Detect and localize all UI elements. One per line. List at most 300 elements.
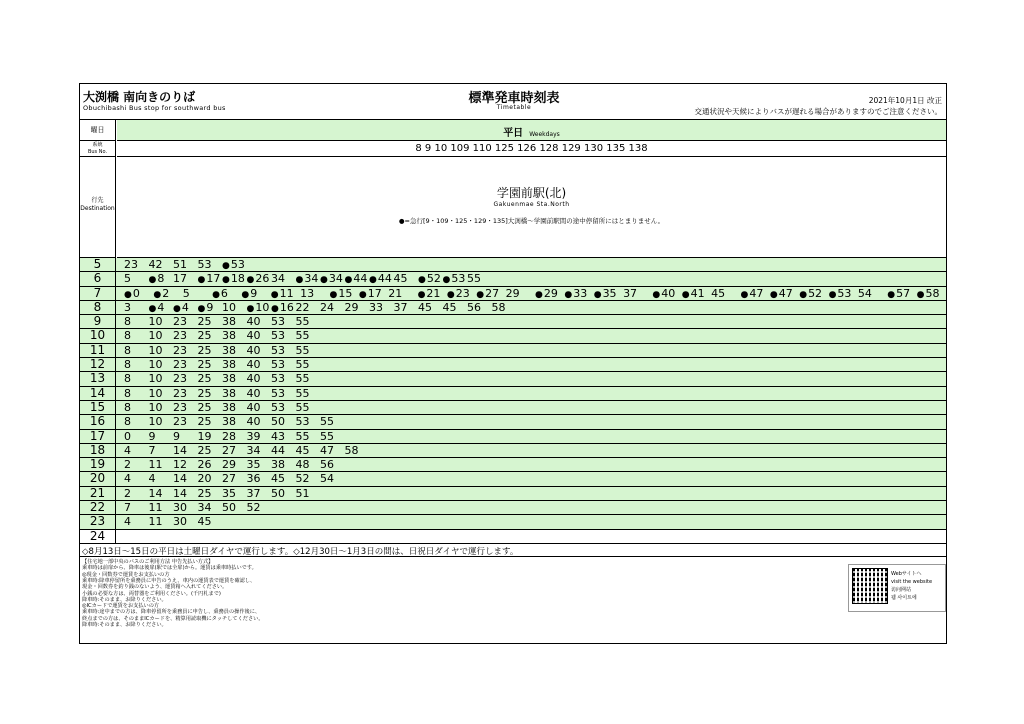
minute-value: 51 bbox=[295, 486, 310, 500]
route-label-ja: 系統 bbox=[92, 142, 103, 148]
express-dot-icon: ● bbox=[197, 275, 206, 286]
minute-value: 17 bbox=[206, 272, 221, 286]
departure-minute bbox=[247, 501, 261, 514]
minute-value: 23 bbox=[124, 258, 138, 271]
table-row bbox=[80, 515, 946, 529]
minute-value: 10 bbox=[148, 415, 163, 429]
minute-value: 35 bbox=[222, 486, 236, 500]
minute-value: 12 bbox=[173, 458, 187, 472]
departure-minute bbox=[271, 344, 285, 357]
departure-minute bbox=[247, 344, 261, 357]
departure-minute bbox=[198, 472, 212, 485]
express-departure bbox=[241, 287, 257, 302]
minute-value: 25 bbox=[197, 415, 212, 429]
web-link[interactable]: 웹 사이트에 bbox=[891, 595, 917, 601]
express-departure bbox=[369, 272, 392, 287]
hour-label: 22 bbox=[80, 501, 116, 514]
departure-minute bbox=[418, 301, 432, 314]
minute-value: 45 bbox=[197, 515, 212, 529]
express-dot-icon: ● bbox=[270, 289, 279, 300]
minute-value: 40 bbox=[246, 372, 261, 386]
minute-value: 36 bbox=[246, 472, 261, 486]
minute-value: 45 bbox=[393, 272, 408, 286]
departure-minute bbox=[149, 401, 163, 414]
departure-minute bbox=[271, 372, 285, 385]
minute-value: 39 bbox=[246, 429, 261, 443]
express-departure bbox=[887, 287, 910, 302]
table-row bbox=[80, 472, 946, 486]
departure-minute bbox=[198, 358, 212, 371]
departure-minute bbox=[296, 329, 310, 342]
departure-minute bbox=[296, 487, 310, 500]
minute-value: 27 bbox=[485, 286, 500, 300]
minute-value: 8 bbox=[124, 343, 131, 357]
departure-minute bbox=[623, 287, 637, 300]
minute-value: 10 bbox=[148, 315, 163, 329]
minute-value: 10 bbox=[222, 300, 236, 314]
minute-value: 4 bbox=[124, 443, 131, 457]
express-dot-icon: ● bbox=[222, 275, 230, 286]
minute-value: 44 bbox=[377, 272, 392, 286]
minute-value: 54 bbox=[857, 286, 872, 300]
minute-value: 9 bbox=[206, 300, 214, 314]
minute-value: 55 bbox=[320, 415, 334, 429]
express-departure bbox=[124, 287, 140, 302]
fare-note-line: 終点までの方は、そのままICカードを、精算用読取機にタッチしてください。 bbox=[82, 615, 264, 622]
minute-value: 23 bbox=[173, 415, 187, 429]
minute-value: 3 bbox=[124, 300, 131, 314]
minute-value: 54 bbox=[320, 472, 334, 486]
departure-minute bbox=[149, 515, 163, 528]
minute-value: 53 bbox=[230, 258, 245, 271]
departure-minute bbox=[124, 487, 131, 500]
minute-value: 9 bbox=[173, 429, 180, 443]
hour-label: 20 bbox=[80, 472, 116, 485]
express-dot-icon: ● bbox=[828, 289, 837, 300]
departure-minute bbox=[149, 344, 163, 357]
minute-value: 45 bbox=[271, 472, 285, 486]
departure-minute bbox=[198, 415, 212, 428]
express-dot-icon: ● bbox=[799, 289, 808, 300]
minute-value: 11 bbox=[279, 286, 294, 300]
minute-value: 14 bbox=[173, 472, 187, 486]
departure-minute bbox=[296, 430, 310, 443]
minute-value: 29 bbox=[344, 300, 359, 314]
departure-minute bbox=[271, 401, 285, 414]
departure-minute bbox=[320, 472, 334, 485]
express-dot-icon: ● bbox=[148, 275, 157, 286]
hour-label: 12 bbox=[80, 358, 116, 371]
departure-minute bbox=[124, 515, 131, 528]
departure-minute bbox=[369, 301, 383, 314]
minute-value: 58 bbox=[925, 286, 940, 300]
express-departure bbox=[247, 301, 270, 316]
departure-minute bbox=[173, 415, 187, 428]
minute-value: 40 bbox=[246, 329, 261, 343]
departure-minute bbox=[222, 329, 236, 342]
departure-minute bbox=[198, 487, 212, 500]
departure-minute bbox=[858, 287, 872, 300]
departure-minute bbox=[124, 315, 131, 328]
express-dot-icon: ● bbox=[535, 289, 543, 300]
express-departure bbox=[149, 272, 165, 287]
minute-value: 2 bbox=[162, 286, 170, 300]
departure-minute bbox=[296, 458, 310, 471]
minute-value: 23 bbox=[173, 372, 187, 386]
table-row bbox=[80, 315, 946, 329]
departure-minute bbox=[124, 372, 131, 385]
minute-value: 14 bbox=[148, 486, 163, 500]
minute-value: 45 bbox=[711, 286, 726, 300]
departure-minute bbox=[198, 344, 212, 357]
express-dot-icon: ● bbox=[740, 289, 749, 300]
departure-minute bbox=[222, 487, 236, 500]
delay-notice: 交通状況や天候によりバスが遅れる場合がありますのでご注意ください。 bbox=[694, 107, 942, 116]
hour-label: 17 bbox=[80, 430, 116, 443]
departure-minute bbox=[271, 430, 285, 443]
hour-label: 7 bbox=[80, 287, 116, 300]
departure-minute bbox=[198, 515, 212, 528]
minute-value: 52 bbox=[295, 472, 310, 486]
minute-value: 55 bbox=[295, 429, 310, 443]
minute-value: 47 bbox=[320, 443, 334, 457]
minute-value: 40 bbox=[246, 358, 261, 372]
minute-value: 25 bbox=[197, 329, 212, 343]
table-row bbox=[80, 301, 946, 315]
hour-label: 16 bbox=[80, 415, 116, 428]
destination-name-en: Gakuenmae Sta.North bbox=[493, 201, 570, 208]
departure-minute bbox=[149, 472, 156, 485]
express-dot-icon: ● bbox=[271, 303, 279, 314]
minute-value: 29 bbox=[222, 458, 236, 472]
departure-minute bbox=[271, 444, 285, 457]
express-dot-icon: ● bbox=[173, 303, 181, 314]
express-departure bbox=[741, 287, 764, 302]
table-row bbox=[80, 329, 946, 343]
minute-value: 5 bbox=[182, 286, 190, 300]
express-dot-icon: ● bbox=[246, 303, 255, 314]
express-departure bbox=[330, 287, 353, 302]
departure-minute bbox=[124, 258, 138, 271]
departure-minute bbox=[247, 387, 261, 400]
fare-note-line: ◎ICカードで運賃をお支払いの方 bbox=[82, 603, 160, 610]
hour-label: 5 bbox=[80, 258, 116, 271]
holiday-note: ◇8月13日～15日の平日は土曜日ダイヤで運行します。◇12月30日～1月3日の間は、日祝日ダイヤで運行します。 bbox=[82, 547, 519, 557]
minute-value: 53 bbox=[197, 258, 212, 271]
express-departure bbox=[271, 287, 294, 302]
minute-value: 37 bbox=[246, 486, 261, 500]
minute-value: 23 bbox=[173, 343, 187, 357]
minute-value: 8 bbox=[124, 372, 131, 386]
minute-value: 40 bbox=[246, 415, 261, 429]
minute-value: 25 bbox=[197, 358, 212, 372]
minute-value: 0 bbox=[124, 429, 131, 443]
minute-value: 26 bbox=[255, 272, 270, 286]
web-links bbox=[891, 570, 932, 602]
express-dot-icon: ● bbox=[681, 289, 690, 300]
minute-value: 7 bbox=[148, 443, 156, 457]
minute-value: 23 bbox=[173, 329, 187, 343]
minute-value: 55 bbox=[295, 386, 310, 400]
minute-value: 52 bbox=[246, 501, 261, 515]
minute-value: 37 bbox=[393, 300, 408, 314]
express-departure bbox=[564, 287, 587, 302]
departure-minute bbox=[149, 444, 156, 457]
departure-minute bbox=[124, 472, 131, 485]
express-departure bbox=[443, 272, 466, 287]
departure-minute bbox=[345, 301, 359, 314]
departure-minute bbox=[124, 415, 131, 428]
minute-value: 10 bbox=[148, 358, 163, 372]
departure-minute bbox=[506, 287, 520, 300]
day-type: 平日 bbox=[503, 128, 524, 139]
express-departure bbox=[198, 272, 221, 287]
minute-value: 45 bbox=[442, 300, 457, 314]
minute-value: 2 bbox=[124, 458, 131, 472]
destination-name: 学園前駅(北) bbox=[496, 186, 567, 200]
fare-note-line: 降車時:そのまま、お降りください。 bbox=[82, 622, 167, 628]
express-departure bbox=[418, 272, 441, 287]
table-row bbox=[80, 344, 946, 358]
express-dot-icon: ● bbox=[320, 275, 328, 286]
departure-minute bbox=[173, 515, 187, 528]
minute-value: 53 bbox=[271, 358, 285, 372]
departure-minute bbox=[198, 401, 212, 414]
minute-value: 35 bbox=[602, 286, 617, 300]
minute-value: 40 bbox=[246, 315, 261, 329]
departure-minute bbox=[124, 301, 131, 314]
web-link[interactable]: 访问网站 bbox=[891, 587, 912, 593]
express-dot-icon: ● bbox=[241, 289, 250, 300]
minute-value: 38 bbox=[222, 386, 236, 400]
express-departure bbox=[212, 287, 228, 302]
departure-minute bbox=[124, 344, 131, 357]
minute-value: 35 bbox=[246, 458, 261, 472]
departure-minute bbox=[198, 258, 212, 271]
minute-value: 58 bbox=[491, 300, 506, 314]
express-dot-icon: ● bbox=[358, 289, 367, 300]
departure-minute bbox=[198, 430, 212, 443]
hour-label: 21 bbox=[80, 487, 116, 500]
departure-minute bbox=[222, 472, 236, 485]
page-title: 標準発車時刻表 bbox=[468, 91, 560, 106]
minute-value: 55 bbox=[295, 372, 310, 386]
table-row bbox=[80, 430, 946, 444]
express-dot-icon: ● bbox=[329, 289, 338, 300]
minute-value: 10 bbox=[148, 329, 163, 343]
departure-minute bbox=[467, 301, 481, 314]
minute-value: 24 bbox=[320, 300, 334, 314]
minute-value: 11 bbox=[148, 515, 163, 529]
departure-minute bbox=[173, 487, 187, 500]
minute-value: 29 bbox=[543, 286, 558, 300]
departure-minute bbox=[124, 272, 131, 285]
minute-value: 40 bbox=[246, 343, 261, 357]
table-row bbox=[80, 358, 946, 372]
express-departure bbox=[320, 272, 343, 287]
departure-minute bbox=[173, 372, 187, 385]
departure-minute bbox=[247, 472, 261, 485]
minute-value: 23 bbox=[173, 315, 187, 329]
minute-value: 23 bbox=[455, 286, 470, 300]
express-departure bbox=[345, 272, 368, 287]
table-row bbox=[80, 501, 946, 515]
express-departure bbox=[770, 287, 793, 302]
minute-value: 38 bbox=[222, 358, 236, 372]
departure-minute bbox=[271, 487, 285, 500]
hour-label: 15 bbox=[80, 401, 116, 414]
minute-value: 53 bbox=[271, 343, 285, 357]
departure-minute bbox=[149, 415, 163, 428]
departure-minute bbox=[711, 287, 725, 300]
departure-minute bbox=[394, 301, 408, 314]
departure-minute bbox=[320, 301, 334, 314]
departure-minute bbox=[247, 372, 261, 385]
minute-value: 4 bbox=[157, 300, 165, 314]
departure-minute bbox=[124, 329, 131, 342]
minute-value: 25 bbox=[197, 486, 212, 500]
minute-value: 16 bbox=[279, 300, 294, 314]
express-departure bbox=[418, 287, 441, 302]
departure-minute bbox=[222, 501, 236, 514]
departure-minute bbox=[173, 272, 187, 285]
minute-value: 44 bbox=[353, 272, 368, 286]
departure-minute bbox=[149, 315, 163, 328]
minute-value: 38 bbox=[222, 415, 236, 429]
departure-minute bbox=[388, 287, 402, 300]
departure-minute bbox=[296, 315, 310, 328]
minute-value: 53 bbox=[295, 415, 310, 429]
revision-date: 2021年10月1日 改正 bbox=[868, 96, 942, 105]
minute-value: 8 bbox=[124, 358, 131, 372]
minute-value: 55 bbox=[295, 315, 310, 329]
minute-value: 40 bbox=[246, 400, 261, 414]
departure-minute bbox=[247, 315, 261, 328]
departure-minute bbox=[222, 387, 236, 400]
departure-minute bbox=[296, 301, 310, 314]
express-note: ●=急行[9・109・125・129・135]大渕橋～学園前駅間の途中停留所にはとまりません。 bbox=[398, 217, 665, 225]
express-dot-icon: ● bbox=[369, 275, 377, 286]
express-departure bbox=[222, 272, 245, 287]
table-row bbox=[80, 415, 946, 429]
express-departure bbox=[222, 258, 245, 273]
departure-minute bbox=[198, 372, 212, 385]
minute-value: 34 bbox=[197, 501, 212, 515]
minute-value: 26 bbox=[197, 458, 212, 472]
minute-value: 4 bbox=[181, 300, 189, 314]
hour-label: 9 bbox=[80, 315, 116, 328]
departure-minute bbox=[296, 358, 310, 371]
minute-value: 38 bbox=[222, 400, 236, 414]
minute-value: 58 bbox=[344, 443, 359, 457]
departure-minute bbox=[222, 458, 236, 471]
express-dot-icon: ● bbox=[246, 275, 255, 286]
minute-value: 28 bbox=[222, 429, 236, 443]
express-departure bbox=[149, 301, 165, 316]
minute-value: 10 bbox=[148, 372, 163, 386]
minute-value: 8 bbox=[124, 400, 131, 414]
minute-value: 29 bbox=[505, 286, 520, 300]
minute-value: 53 bbox=[271, 400, 285, 414]
minute-value: 38 bbox=[222, 329, 236, 343]
table-row bbox=[80, 530, 946, 544]
departure-minute bbox=[247, 329, 261, 342]
departure-minute bbox=[271, 272, 285, 285]
minute-value: 38 bbox=[222, 343, 236, 357]
minute-value: 13 bbox=[300, 286, 315, 300]
route-numbers: 8 9 10 109 110 125 126 128 129 130 135 138 bbox=[117, 141, 946, 157]
minute-value: 55 bbox=[320, 429, 334, 443]
departure-minute bbox=[492, 301, 506, 314]
departure-minute bbox=[173, 315, 187, 328]
day-type-cell bbox=[117, 120, 946, 141]
minute-value: 33 bbox=[573, 286, 588, 300]
timetable-sheet bbox=[79, 83, 947, 644]
minute-value: 55 bbox=[295, 343, 310, 357]
departure-minute bbox=[149, 487, 163, 500]
minute-value: 10 bbox=[148, 400, 163, 414]
departure-minute bbox=[394, 272, 408, 285]
fare-note-line: 乗車時は前扉から、降車は後扉(駅では全扉)から。運賃は乗車時払いです。 bbox=[82, 565, 257, 572]
minute-value: 30 bbox=[173, 515, 187, 529]
web-link[interactable]: Webサイトへ bbox=[891, 571, 922, 577]
qr-code-icon[interactable] bbox=[852, 568, 888, 604]
minute-value: 57 bbox=[896, 286, 911, 300]
minute-value: 9 bbox=[148, 429, 156, 443]
departure-minute bbox=[222, 430, 236, 443]
minute-value: 27 bbox=[222, 443, 236, 457]
hour-label: 14 bbox=[80, 387, 116, 400]
minute-value: 8 bbox=[124, 315, 131, 329]
minute-value: 9 bbox=[250, 286, 258, 300]
minute-value: 45 bbox=[418, 300, 432, 314]
fare-note-line: 【住宅地一部中央のバスのご利用方法 申告先払い方式】 bbox=[82, 559, 214, 565]
hour-label: 11 bbox=[80, 344, 116, 357]
minute-value: 45 bbox=[295, 443, 310, 457]
express-departure bbox=[476, 287, 499, 302]
minute-value: 56 bbox=[467, 300, 481, 314]
departure-minute bbox=[271, 358, 285, 371]
departure-minute bbox=[247, 458, 261, 471]
minute-value: 50 bbox=[271, 486, 285, 500]
minute-value: 53 bbox=[271, 329, 285, 343]
express-dot-icon: ● bbox=[197, 303, 206, 314]
minute-value: 52 bbox=[426, 272, 441, 286]
web-link[interactable]: visit the website bbox=[891, 579, 933, 585]
departure-minute bbox=[271, 315, 285, 328]
departure-minute bbox=[222, 415, 236, 428]
minute-value: 20 bbox=[197, 472, 212, 486]
minute-value: 15 bbox=[338, 286, 353, 300]
minute-value: 22 bbox=[295, 300, 310, 314]
departure-minute bbox=[222, 444, 236, 457]
fare-note-line: 乗車時:降車停留所を乗務員に申告のうえ、車内の運賃表で運賃を確認し、 bbox=[82, 577, 256, 584]
minute-value: 23 bbox=[173, 400, 187, 414]
day-type-label: 曜日 bbox=[80, 120, 116, 141]
minute-value: 25 bbox=[197, 386, 212, 400]
minute-value: 40 bbox=[246, 386, 261, 400]
departure-minute bbox=[247, 415, 261, 428]
hour-label: 6 bbox=[80, 272, 116, 285]
table-row bbox=[80, 258, 946, 272]
destination-label-en: Destination bbox=[80, 205, 115, 212]
hour-label: 13 bbox=[80, 372, 116, 385]
departure-minute bbox=[247, 401, 261, 414]
minute-value: 25 bbox=[197, 443, 212, 457]
timetable-rows bbox=[80, 258, 946, 544]
departure-minute bbox=[173, 387, 187, 400]
express-departure bbox=[447, 287, 470, 302]
